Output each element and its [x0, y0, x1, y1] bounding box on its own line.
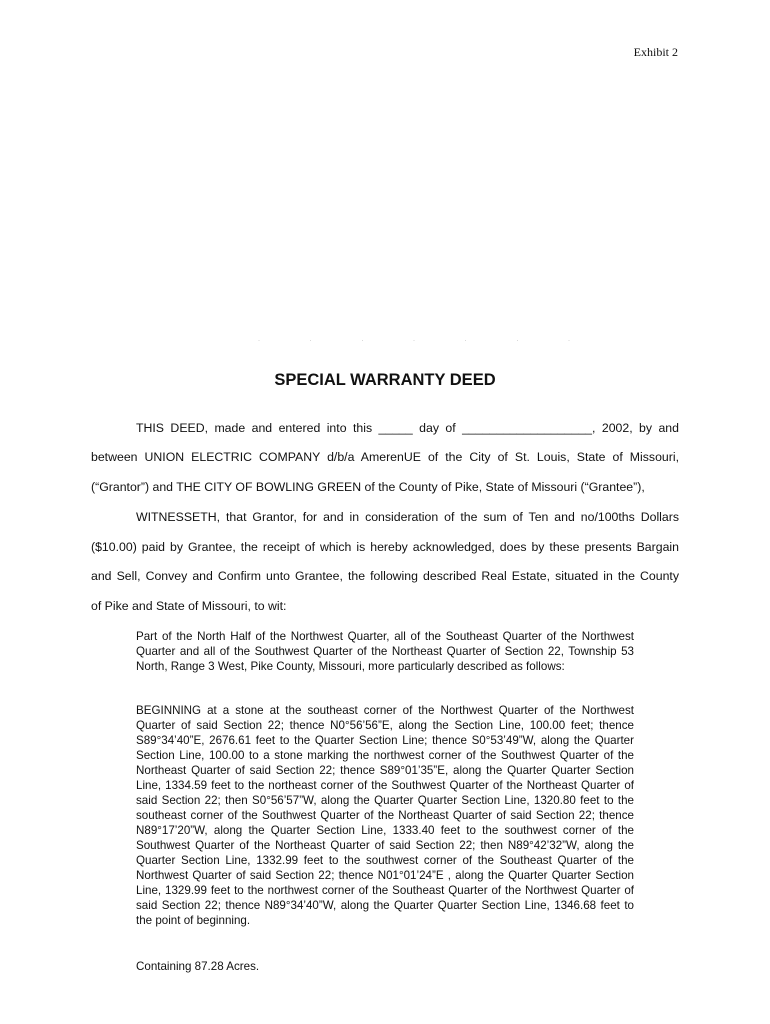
exhibit-label: Exhibit 2 — [633, 45, 678, 59]
legal-description-bounds: BEGINNING at a stone at the southeast corner of the Northwest Quarter of the Northwest Quarter of said Section 22; thence N0°56’56”E, along the Section Line, 100.00 feet; thence S89°34’40”E, 2676.61 feet to the Quarter Section Line; thence S0°53’49”W, along the Quarter Section Line, 100.00 to a stone marking the northwest corner of the Southwest Quarter of the Northeast Quarter of said Section 22; thence S89°01’35”E, along the Quarter Quarter Section Line, 1334.59 feet to the northeast corner of the Southwest Quarter of the Northeast Quarter of said Section 22; then S0°56’57”W, along the Quarter Quarter Section Line, 1320.80 feet to the southeast corner of the Southwest Quarter of the Northeast Quarter of said Section 22; thence N89°17’20”W, along the Quarter Section Line, 1333.40 feet to the southwest corner of the Southwest Quarter of the Northeast Quarter of said Section 22; then N89°42’32”W, along the Quarter Section Line, 1332.99 feet to the southwest corner of the Southeast Quarter of the Northwest Quarter of said Section 22; thence N01°01’24”E , along the Quarter Quarter Section Line, 1329.99 feet to the northwest corner of the Southeast Quarter of the Northwest Quarter of said Section 22; thence N89°34’40”W, along the Quarter Quarter Section Line, 1346.68 feet to the point of beginning. — [136, 704, 634, 927]
witnesseth-paragraph-line: and Sell, Convey and Confirm unto Grantee, the following described Real Estate, situated in the County — [91, 569, 679, 583]
witnesseth-paragraph-line: of Pike and State of Missouri, to wit: — [91, 599, 287, 613]
witnesseth-paragraph-line: ($10.00) paid by Grantee, the receipt of which is hereby acknowledged, does by these presents Bargain — [91, 540, 679, 554]
acreage-statement: Containing 87.28 Acres. — [136, 960, 260, 973]
document-title: SPECIAL WARRANTY DEED — [274, 371, 496, 389]
deed-paragraph-line: THIS DEED, made and entered into this _____ day of ___________________, 2002, by and — [136, 421, 679, 435]
deed-paragraph-line: between UNION ELECTRIC COMPANY d/b/a AmerenUE of the City of St. Louis, State of Missouri, — [91, 450, 679, 464]
deed-paragraph-line: (“Grantor”) and THE CITY OF BOWLING GREEN of the County of Pike, State of Missouri (“Grantee”), — [91, 480, 645, 494]
legal-description-intro: Part of the North Half of the Northwest Quarter, all of the Southeast Quarter of the Northwest Quarter and all of the Southwest Quarter of the Northeast Quarter of Section 22, Township 53 North, Range 3 West, Pike County, Missouri, more particularly described as follows: — [136, 630, 634, 673]
witnesseth-paragraph-line: WITNESSETH, that Grantor, for and in consideration of the sum of Ten and no/100ths Dollars — [136, 510, 679, 524]
faint-header-marks: · · · · · · · — [258, 338, 594, 344]
